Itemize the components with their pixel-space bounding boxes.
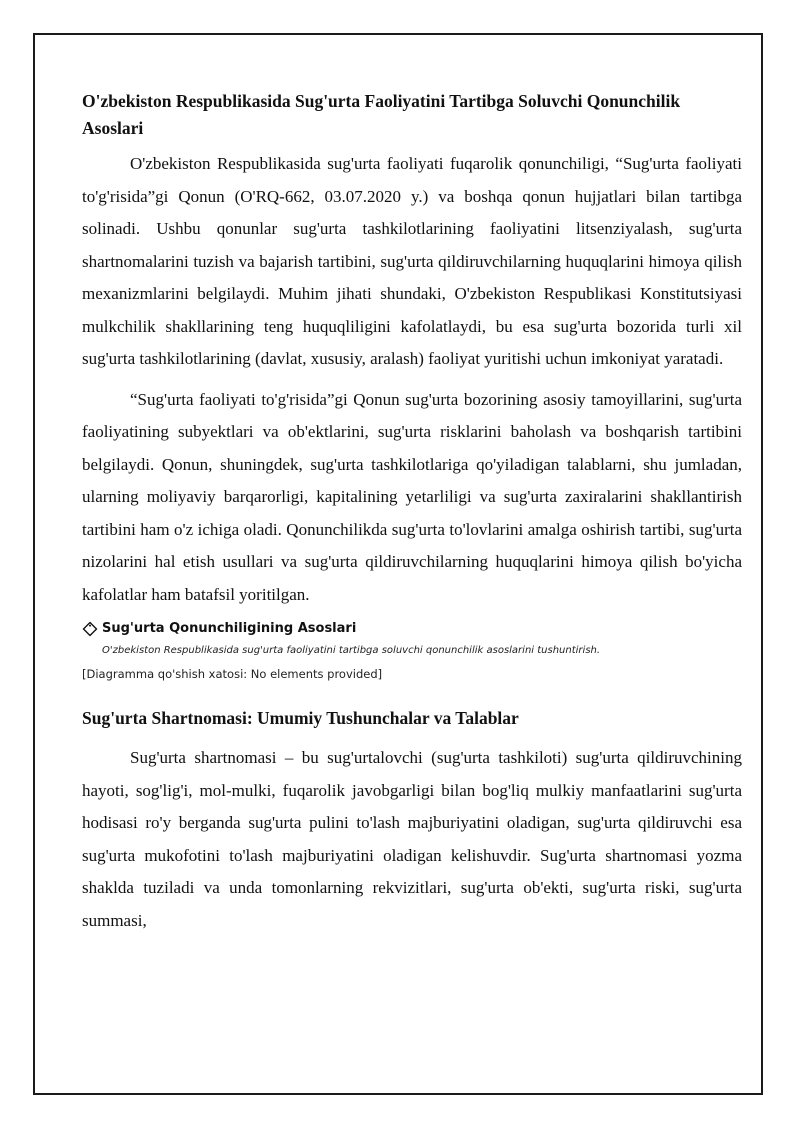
section-heading: O'zbekiston Respublikasida Sug'urta Faoliyatini Tartibga Soluvchi Qonunchilik Asoslari (82, 91, 681, 138)
diagram-title-row (82, 619, 742, 639)
diagram-placeholder (82, 619, 742, 683)
diagram-title: Sug'urta Qonunchiligining Asoslari (102, 621, 357, 636)
paragraph: “Sug'urta faoliyati to'g'risida”gi Qonun sug'urta bozorining asosiy tamoyillarini, sug'urta faoliyatining subyektlari va ob'ektlarini, sug'urta risklarini baholash va boshqarish tartibini belgilaydi. Qonun, shuningdek, sug'urta tashkilotlariga qo'yiladigan talablarni, shu jumladan, ularning moliyaviy barqarorligi, kapitalining yetarliligi va sug'urta zaxiralarini shakllantirish tartibini ham o'z ichiga oladi. Qonunchilikda sug'urta to'lovlarini amalga oshirish tartibi, sug'urta nizolarini hal etish usullari va sug'urta qildiruvchilarning huquqlarini himoya qilish bo'yicha kafolatlar ham batafsil yoritilgan. (82, 389, 742, 604)
tag-icon (82, 621, 98, 637)
section-heading: Sug'urta Shartnomasi: Umumiy Tushunchalar va Talablar (82, 708, 519, 728)
document-body (82, 88, 742, 945)
paragraph: Sug'urta shartnomasi – bu sug'urtalovchi (sug'urta tashkiloti) sug'urta qildiruvchining hayoti, sog'lig'i, mol-mulki, fuqarolik javobgarligi bilan bog'liq mulkiy manfaatlarini sug'urta hodisasi ro'y berganda sug'urta pulini to'lash majburiyatini oladigan, sug'urta qildiruvchi esa sug'urta mukofotini to'lash majburiyatini oladigan kelishuvdir. Sug'urta shartnomasi yozma shaklda tuziladi va unda tomonlarning rekvizitlari, sug'urta ob'ekti, sug'urta riski, sug'urta summasi, (82, 748, 742, 930)
diagram-error-message: [Diagramma qo'shish xatosi: No elements provided] (82, 667, 383, 681)
paragraph: O'zbekiston Respublikasida sug'urta faoliyati fuqarolik qonunchiligi, “Sug'urta faoliyati to'g'risida”gi Qonun (O'RQ-662, 03.07.2020 y.) va boshqa qonun hujjatlari bilan tartibga solinadi. Ushbu qonunlar sug'urta tashkilotlarining faoliyatini litsenziyalash, sug'urta shartnomalarini tuzish va bajarish tartibini, sug'urta qildiruvchilarning huquqlarini himoya qilish mexanizmlarini belgilaydi. Muhim jihati shundaki, O'zbekiston Respublikasi Konstitutsiyasi mulkchilik shakllarining teng huquqliligini kafolatlaydi, bu esa sug'urta bozorida turli xil sug'urta tashkilotlarining (davlat, xususiy, aralash) faoliyat yuritishi uchun imkoniyat yaratadi. (82, 154, 742, 368)
diagram-subtitle: O'zbekiston Respublikasida sug'urta faoliyatini tartibga soluvchi qonunchilik asoslarini tushuntirish. (102, 645, 601, 656)
